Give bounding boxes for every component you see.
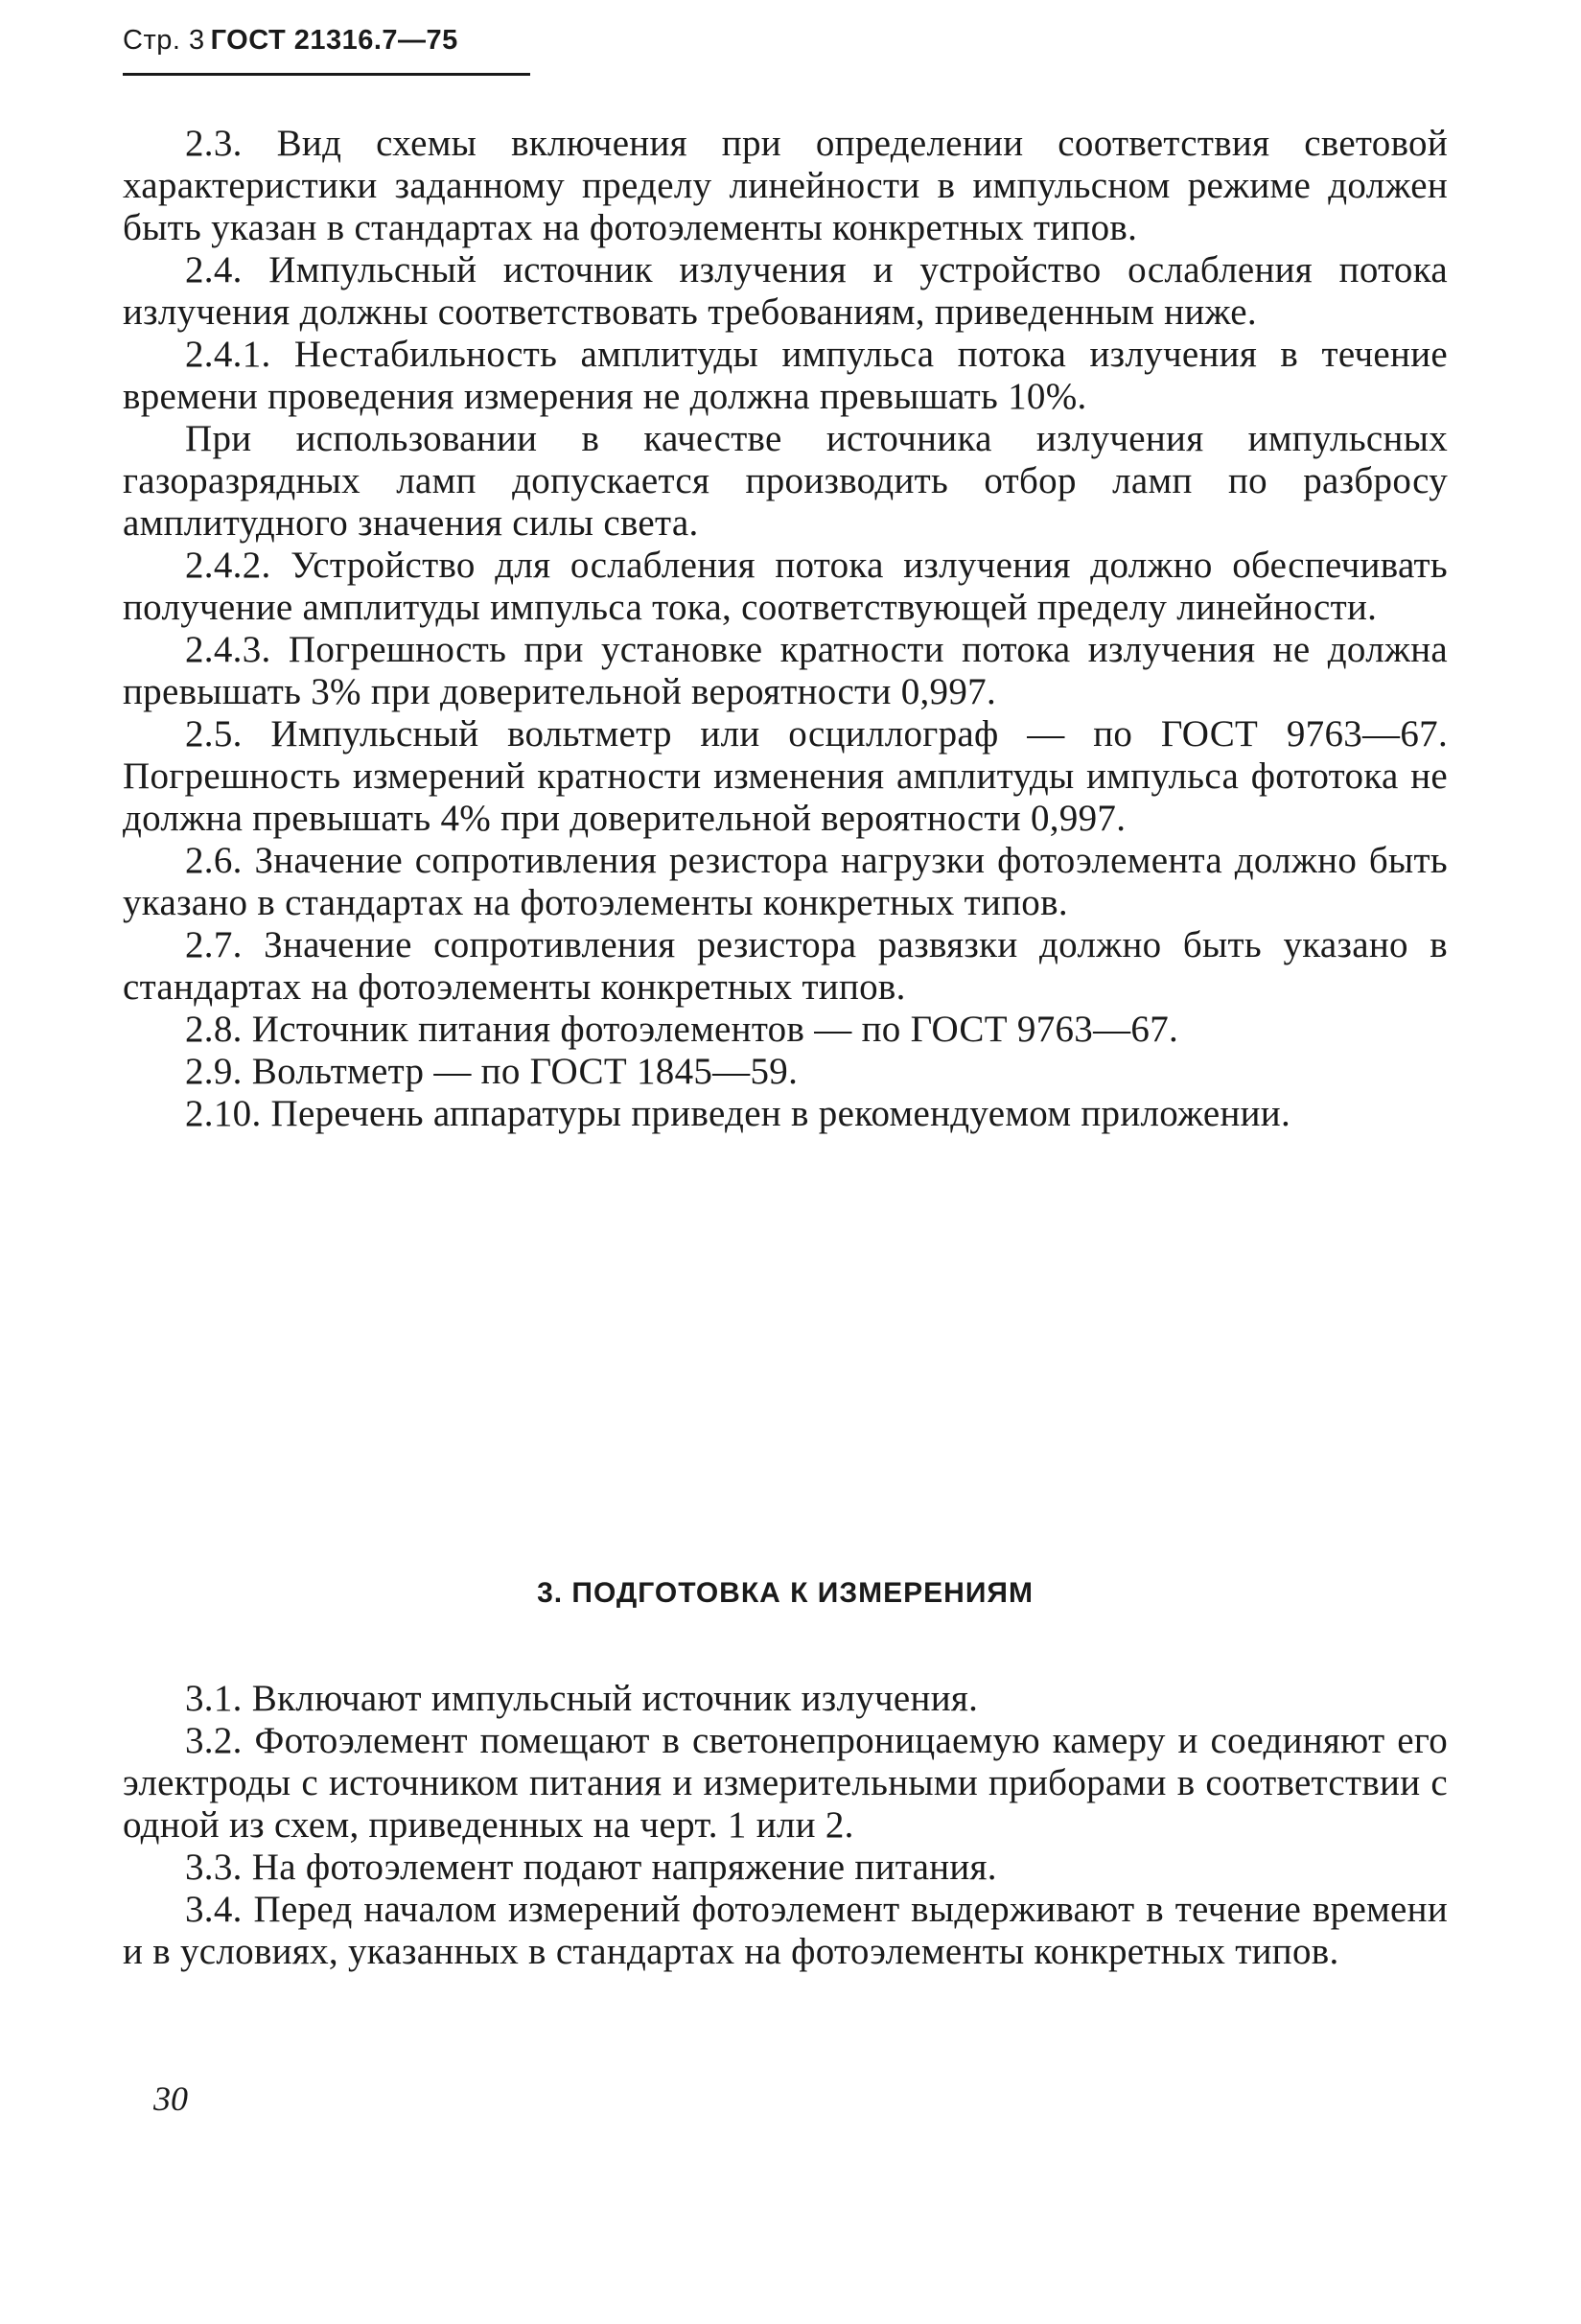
paragraph-3-4: 3.4. Перед началом измерений фотоэлемент выдерживают в течение времени и в условиях, указанных в стандартах на фотоэлементы конкретных типов.: [123, 1889, 1448, 1972]
section-2-body: [123, 123, 1448, 1135]
paragraph-3-1: 3.1. Включают импульсный источник излучения.: [185, 1678, 979, 1719]
paragraph-2-5: 2.5. Импульсный вольтметр или осциллограф — по ГОСТ 9763—67. Погрешность измерений кратности изменения амплитуды импульса фототока не должна превышать 4% при доверительной вероятности 0,997.: [123, 713, 1448, 839]
section-3-title: 3. ПОДГОТОВКА К ИЗМЕРЕНИЯМ: [537, 1577, 1034, 1609]
paragraph-2-3: 2.3. Вид схемы включения при определении соответствия световой характеристики заданному пределу линейности в импульсном режиме должен быть указан в стандартах на фотоэлементы конкретных типов.: [123, 123, 1448, 248]
paragraph-2-10: 2.10. Перечень аппаратуры приведен в рекомендуемом приложении.: [185, 1093, 1291, 1134]
paragraph-2-4-1: 2.4.1. Нестабильность амплитуды импульса потока излучения в течение времени проведения измерения не должна превышать 10%.: [123, 334, 1448, 417]
paragraph-2-7: 2.7. Значение сопротивления резистора развязки должно быть указано в стандартах на фотоэлементы конкретных типов.: [123, 924, 1448, 1008]
paragraph-2-6: 2.6. Значение сопротивления резистора нагрузки фотоэлемента должно быть указано в стандартах на фотоэлементы конкретных типов.: [123, 840, 1448, 923]
paragraph-2-8: 2.8. Источник питания фотоэлементов — по ГОСТ 9763—67.: [185, 1009, 1179, 1050]
page-label: Стр. 3: [123, 25, 205, 56]
page-number: 30: [153, 2080, 188, 2118]
paragraph-2-4-1-note: При использовании в качестве источника излучения импульсных газоразрядных ламп допускается производить отбор ламп по разбросу амплитудного значения силы света.: [123, 418, 1448, 544]
paragraph-2-4-2: 2.4.2. Устройство для ослабления потока излучения должно обеспечивать получение амплитуды импульса тока, соответствующей пределу линейности.: [123, 545, 1448, 628]
paragraph-2-9: 2.9. Вольтметр — по ГОСТ 1845—59.: [185, 1051, 799, 1092]
paragraph-3-3: 3.3. На фотоэлемент подают напряжение питания.: [185, 1847, 997, 1888]
paragraph-3-2: 3.2. Фотоэлемент помещают в светонепроницаемую камеру и соединяют его электроды с источником питания и измерительными приборами в соответствии с одной из схем, приведенных на черт. 1 или 2.: [123, 1720, 1448, 1846]
paragraph-2-4-3: 2.4.3. Погрешность при установке кратности потока излучения не должна превышать 3% при доверительной вероятности 0,997.: [123, 629, 1448, 712]
paragraph-2-4: 2.4. Импульсный источник излучения и устройство ослабления потока излучения должны соответствовать требованиям, приведенным ниже.: [123, 249, 1448, 333]
section-3-body: [123, 1678, 1448, 1973]
running-header: [123, 25, 458, 57]
header-rule: [123, 73, 530, 76]
document-code: ГОСТ 21316.7—75: [210, 25, 458, 56]
